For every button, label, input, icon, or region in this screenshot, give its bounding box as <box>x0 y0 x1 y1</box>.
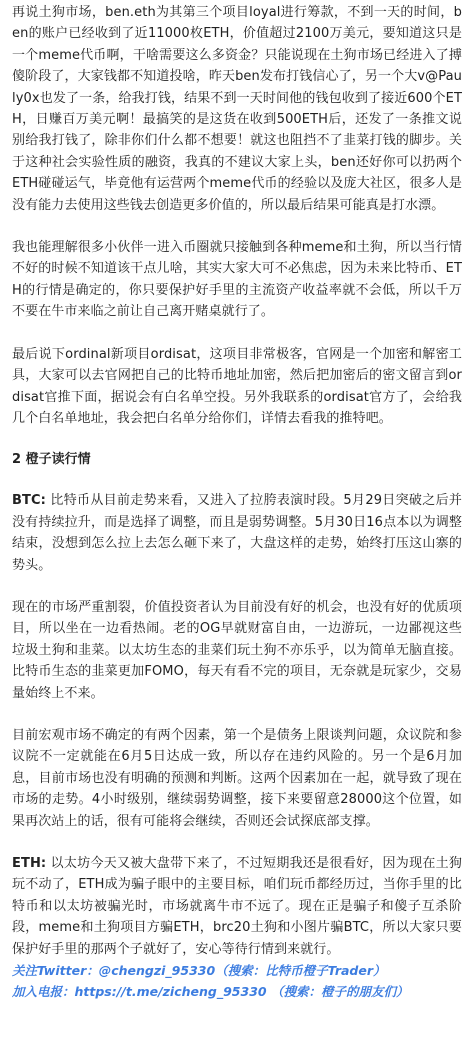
twitter-follow-link[interactable]: 关注Twitter：@chengzi_95330（搜索：比特币橙子Trader） <box>12 963 386 979</box>
paragraph-macro: 目前宏观市场不确定的有两个因素，第一个是债务上限谈判问题，众议院和参议院不一定就能在6月5日达成一致，所以存在违约风险的。另一个是6月加息，目前市场也没有明确的预测和判断。这两个因素加在一起，就导致了现在市场的走势。4小时级别，继续弱势调整，接下来要留意28000这个位置，如果再次站上的话，很有可能将会继续，否则还会试探底部支撑。 <box>12 727 462 829</box>
telegram-join-link[interactable]: 加入电报：https://t.me/zicheng_95330 （搜索：橙子的朋友们） <box>12 984 409 1000</box>
eth-text: 以太坊今天又被大盘带下来了，不过短期我还是很看好，因为现在土狗玩不动了，ETH成为骗子眼中的主要目标，咱们玩币都经历过，当你手里的比特币和以太坊被骗光时，市场就离牛市不远了。现在正是骗子和傻子互杀阶段，meme和土狗项目方骗ETH，brc20土狗和小图片骗BTC，所以大家只要保护好手里的那两个子就好了，安心等待行情到来就行。 <box>12 856 462 957</box>
paragraph-eth <box>12 853 462 960</box>
paragraph-btc <box>12 490 462 576</box>
section-heading: 2 橙子读行情 <box>12 452 91 468</box>
btc-lead: BTC: <box>12 493 46 509</box>
btc-text: 比特币从目前走势来看，又进入了拉胯表演时段。5月29日突破之后并没有持续拉升，而是选择了调整，而且是弱势调整。5月30日16点本以为调整结束，没想到怎么拉上去怎么砸下来了，大盘这样的走势，始终打压这山寨的势头。 <box>12 493 462 573</box>
paragraph-ordisat: 最后说下ordinal新项目ordisat，这项目非常极客，官网是一个加密和解密工具，大家可以去官网把自己的比特币地址加密，然后把加密后的密文留言到ordisat官推下面，据说会有白名单空投。另外我联系的ordisat官方了，会给我几个白名单地址，我会把白名单分给你们，详情去看我的推特吧。 <box>12 346 462 426</box>
paragraph-meme-market: 再说土狗市场，ben.eth为其第三个项目loyal进行筹款，不到一天的时间，ben的账户已经收到了近11000枚ETH，价值超过2100万美元，要知道这只是一个meme代币啊，干啥需要这么多资金？只能说现在土狗市场已经进入了搏傻阶段了，大家钱都不知道投啥，昨天ben发布打钱信心了，另一个大v@Pauly0x也发了一条，给我打钱，结果不到一天时间他的钱包收到了接近600个ETH，日赚百万美元啊！最搞笑的是这货在收到500ETH后，还发了一条推文说别给我打钱了，除非你们什么都不想要！就这也阻挡不了韭菜打钱的脚步。关于这种社会实验性质的融资，我真的不建议大家上头，ben还好你可以扔两个ETH碰碰运气，毕竟他有运营两个meme代币的经验以及庞大社区，很多人是没有能力去使用这些钱去创造更多价值的，所以最后结果可能真是打水漂。 <box>12 5 462 213</box>
paragraph-advice: 我也能理解很多小伙伴一进入币圈就只接触到各种meme和土狗，所以当行情不好的时候不知道该干点儿啥，其实大家大可不必焦虑，因为未来比特币、ETH的行情是确定的，你只要保护好手里的主流资产收益率就不会低，所以千万不要在牛市来临之前让自己离开赌桌就行了。 <box>12 240 462 320</box>
article-body <box>12 2 462 1002</box>
paragraph-market-split: 现在的市场严重割裂，价值投资者认为目前没有好的机会，也没有好的优质项目，所以坐在一边看热闹。老的OG早就财富自由，一边游玩，一边鄙视这些垃圾土狗和韭菜。以太坊生态的韭菜们玩土狗不亦乐乎，以为简单无脑直接。比特币生态的韭菜更加FOMO，每天有看不完的项目，无奈就是玩家少，交易量始终上不来。 <box>12 599 462 701</box>
eth-lead: ETH: <box>12 856 47 871</box>
